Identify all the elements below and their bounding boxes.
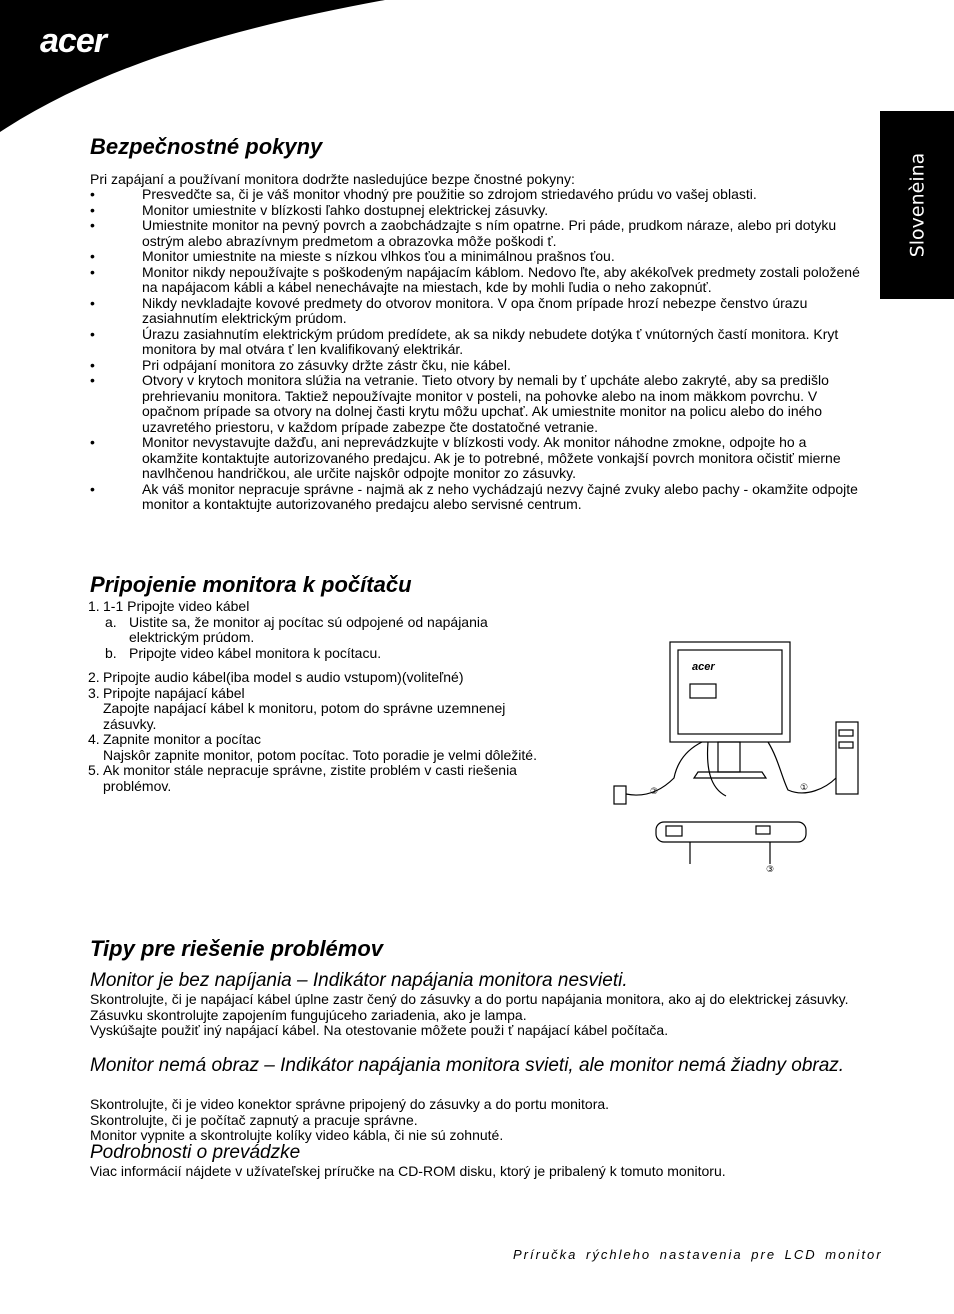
acer-logo: acer bbox=[40, 22, 106, 60]
step-1 bbox=[88, 599, 558, 615]
list-item: • Monitor nevystavujte dažďu, ani neprevádzkujte v blízkosti vody. Ak monitor náhodne zmokne, odpojte ho a okamžite kontaktujte autorizovaného predajcu. Ak je to potrebné, môžete vonkajší povrch monitora očistiť mierne navlhčenou handričkou, ale určite najskôr odpojte monitor zo zásuvky. bbox=[90, 435, 865, 482]
step-number: 1. bbox=[88, 598, 100, 614]
step-text: Pripojte napájací kábel bbox=[103, 684, 245, 701]
no-power-body bbox=[90, 992, 865, 1039]
step-3 bbox=[88, 686, 558, 733]
step-text: Pripojte video kábel monitora k pocítacu. bbox=[129, 644, 382, 661]
safety-title: Bezpečnostné pokyny bbox=[90, 134, 323, 159]
list-item: • Otvory v krytoch monitora slúžia na vetranie. Tieto otvory by nemali by ť upcháte alebo zakryté, aby sa predišlo prehrievaniu monitora. Taktiež nepoužívajte monitor v posteli, na pohovke alebo na inom mäkkom povrchu. V opačnom prípade sa otvory na dolnej časti krytu môžu upchať. Ak umiestnite monitor na policu alebo do iného uzavretého priestoru, v každom prípade zabezpe čte dostatočné vetranie. bbox=[90, 373, 865, 435]
paragraph: Zásuvku skontrolujte zapojením fungujúceho zariadenia, ako je lampa. bbox=[90, 1006, 527, 1023]
list-item: • Pri odpájaní monitora zo zásuvky držte zástr čku, nie kábel. bbox=[90, 358, 865, 374]
paragraph: Skontrolujte, či je počítač zapnutý a pracuje správne. bbox=[90, 1111, 418, 1128]
list-item: • Úrazu zasiahnutím elektrickým prúdom predídete, ak sa nikdy nebudete dotýka ť vnútorných častí monitora. Kryt monitora by mal otvára ť len kvalifikovaný elektrikár. bbox=[90, 327, 865, 358]
step-number: 3. bbox=[88, 684, 100, 701]
list-item: • Monitor umiestnite v blízkosti ľahko dostupnej elektrickej zásuvky. bbox=[90, 203, 865, 219]
step-detail: Najskôr zapnite monitor, potom pocítac. Toto poradie je velmi dôležité. bbox=[103, 746, 537, 763]
figure-logo: acer bbox=[692, 661, 715, 673]
connection-diagram bbox=[606, 638, 866, 874]
list-item: • Monitor nikdy nepoužívajte s poškodeným napájacím káblom. Nedovo ľte, aby akékoľvek predmety zostali položené na napájacom kábli a kábel nenechávajte na miestach, kde by mohli ľudia o neho zakopnúť. bbox=[90, 265, 865, 296]
step-number: 5. bbox=[88, 762, 100, 778]
callout-2: ② bbox=[650, 787, 659, 797]
step-text: Ak monitor stále nepracuje správne, zistite problém v casti riešenia problémov. bbox=[103, 762, 517, 794]
language-tab-label: Slovenèina bbox=[906, 152, 928, 258]
troubleshoot-title: Tipy pre riešenie problémov bbox=[90, 936, 384, 961]
no-power-heading: Monitor je bez napíjania – Indikátor napájania monitora nesvieti. bbox=[90, 970, 628, 991]
step-1b bbox=[88, 646, 558, 662]
step-number: 2. bbox=[88, 669, 100, 685]
step-text: 1-1 Pripojte video kábel bbox=[103, 598, 250, 614]
step-letter: a. bbox=[105, 613, 117, 630]
connect-title: Pripojenie monitora k počítaču bbox=[90, 572, 412, 597]
step-detail: Zapojte napájací kábel k monitoru, potom do správne uzemnenej zásuvky. bbox=[103, 700, 506, 732]
step-5 bbox=[88, 763, 558, 794]
step-2 bbox=[88, 670, 558, 686]
step-number: 4. bbox=[88, 731, 100, 747]
language-tab bbox=[880, 111, 954, 299]
paragraph: Vyskúšajte použiť iný napájací kábel. Na otestovanie môžete použi ť napájací kábel počítača. bbox=[90, 1022, 669, 1038]
paragraph: Monitor vypnite a skontrolujte kolíky video kábla, či nie sú zohnuté. bbox=[90, 1127, 504, 1143]
safety-list bbox=[90, 187, 865, 513]
corner-banner bbox=[0, 0, 400, 140]
step-text: Zapnite monitor a pocítac bbox=[103, 731, 261, 747]
paragraph: Skontrolujte, či je video konektor správne pripojený do zásuvky a do portu monitora. bbox=[90, 1096, 610, 1112]
details-body: Viac informácií nájdete v užívateľskej príručke na CD-ROM disku, ktorý je pribalený k tomuto monitoru. bbox=[90, 1163, 726, 1179]
details-heading: Podrobnosti o prevádzke bbox=[90, 1142, 301, 1163]
page-footer: Príručka rýchleho nastavenia pre LCD monitor bbox=[513, 1247, 883, 1262]
step-text: Uistite sa, že monitor aj pocítac sú odpojené od napájania elektrickým prúdom. bbox=[129, 613, 488, 645]
list-item: • Umiestnite monitor na pevný povrch a zaobchádzajte s ním opatrne. Pri páde, prudkom náraze, alebo pri dotyku ostrým alebo abrazívnym predmetom a obrazovka môže poškodi ť. bbox=[90, 218, 865, 249]
list-item: • Nikdy nevkladajte kovové predmety do otvorov monitora. V opa čnom prípade hrozí nebezpe čenstvo úrazu zasiahnutím elektrickým prúdom. bbox=[90, 296, 865, 327]
list-item: • Ak váš monitor nepracuje správne - najmä ak z neho vychádzajú nezvy čajné zvuky alebo pachy - okamžite odpojte monitor a kontaktujte autorizovaného predajcu alebo servisné centrum. bbox=[90, 482, 865, 513]
step-text: Pripojte audio kábel(iba model s audio vstupom)(voliteľné) bbox=[103, 669, 464, 685]
no-image-body bbox=[90, 1097, 865, 1144]
step-1a bbox=[88, 615, 558, 646]
paragraph: Skontrolujte, či je napájací kábel úplne zastr čený do zásuvky a do portu napájania monitora, ako aj do elektrickej zásuvky. bbox=[90, 991, 849, 1007]
callout-1: ① bbox=[800, 783, 809, 793]
callout-3: ③ bbox=[766, 865, 775, 874]
connect-steps bbox=[88, 599, 558, 794]
no-image-heading: Monitor nemá obraz – Indikátor napájania monitora svieti, ale monitor nemá žiadny obraz. bbox=[90, 1055, 845, 1076]
step-4 bbox=[88, 732, 558, 763]
step-letter: b. bbox=[105, 644, 117, 661]
list-item: • Monitor umiestnite na mieste s nízkou vlhkos ťou a minimálnou prašnos ťou. bbox=[90, 249, 865, 265]
list-item: • Presvedčte sa, či je váš monitor vhodný pre použitie so zdrojom striedavého prúdu vo vašej oblasti. bbox=[90, 187, 865, 203]
safety-intro: Pri zapájaní a používaní monitora dodržte nasledujúce bezpe čnostné pokyny: bbox=[90, 171, 575, 187]
